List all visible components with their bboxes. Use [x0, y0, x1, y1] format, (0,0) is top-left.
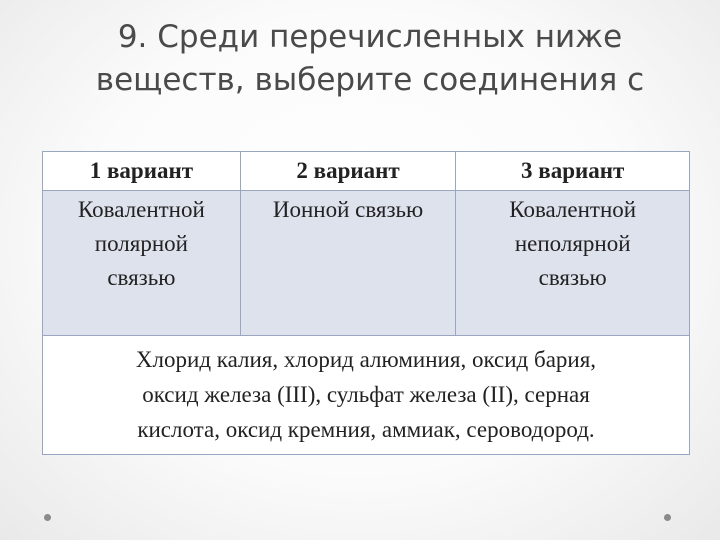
title-line: веществ, выберите соединения с [95, 62, 645, 98]
cell-line: связью [538, 265, 607, 290]
substances-row [43, 336, 690, 455]
variant-2-cell [240, 191, 456, 336]
corner-dot-left [44, 514, 51, 521]
cell-line: неполярной [514, 231, 631, 256]
header-variant-2: 2 вариант [240, 152, 456, 191]
header-variant-3: 3 вариант [456, 152, 690, 191]
cell-line: Ковалентной [77, 197, 205, 222]
title-line: 9. Среди перечисленных ниже [117, 19, 623, 55]
variant-1-cell [43, 191, 241, 336]
cell-line: Ковалентной [509, 197, 637, 222]
substances-cell [43, 336, 690, 455]
cell-line: Ионной связью [272, 197, 424, 222]
corner-dot-right [664, 514, 671, 521]
substances-line: кислота, оксид кремния, аммиак, сероводород. [137, 417, 595, 442]
variants-table [42, 151, 690, 455]
cell-line: связью [107, 265, 176, 290]
substances-line: Хлорид калия, хлорид алюминия, оксид бария, [135, 347, 597, 372]
variant-3-cell [456, 191, 690, 336]
header-row [43, 152, 690, 191]
bond-type-row [43, 191, 690, 336]
substances-line: оксид железа (III), сульфат железа (II), серная [142, 382, 590, 407]
slide-title [40, 16, 700, 102]
cell-line: полярной [94, 231, 188, 256]
header-variant-1: 1 вариант [43, 152, 241, 191]
